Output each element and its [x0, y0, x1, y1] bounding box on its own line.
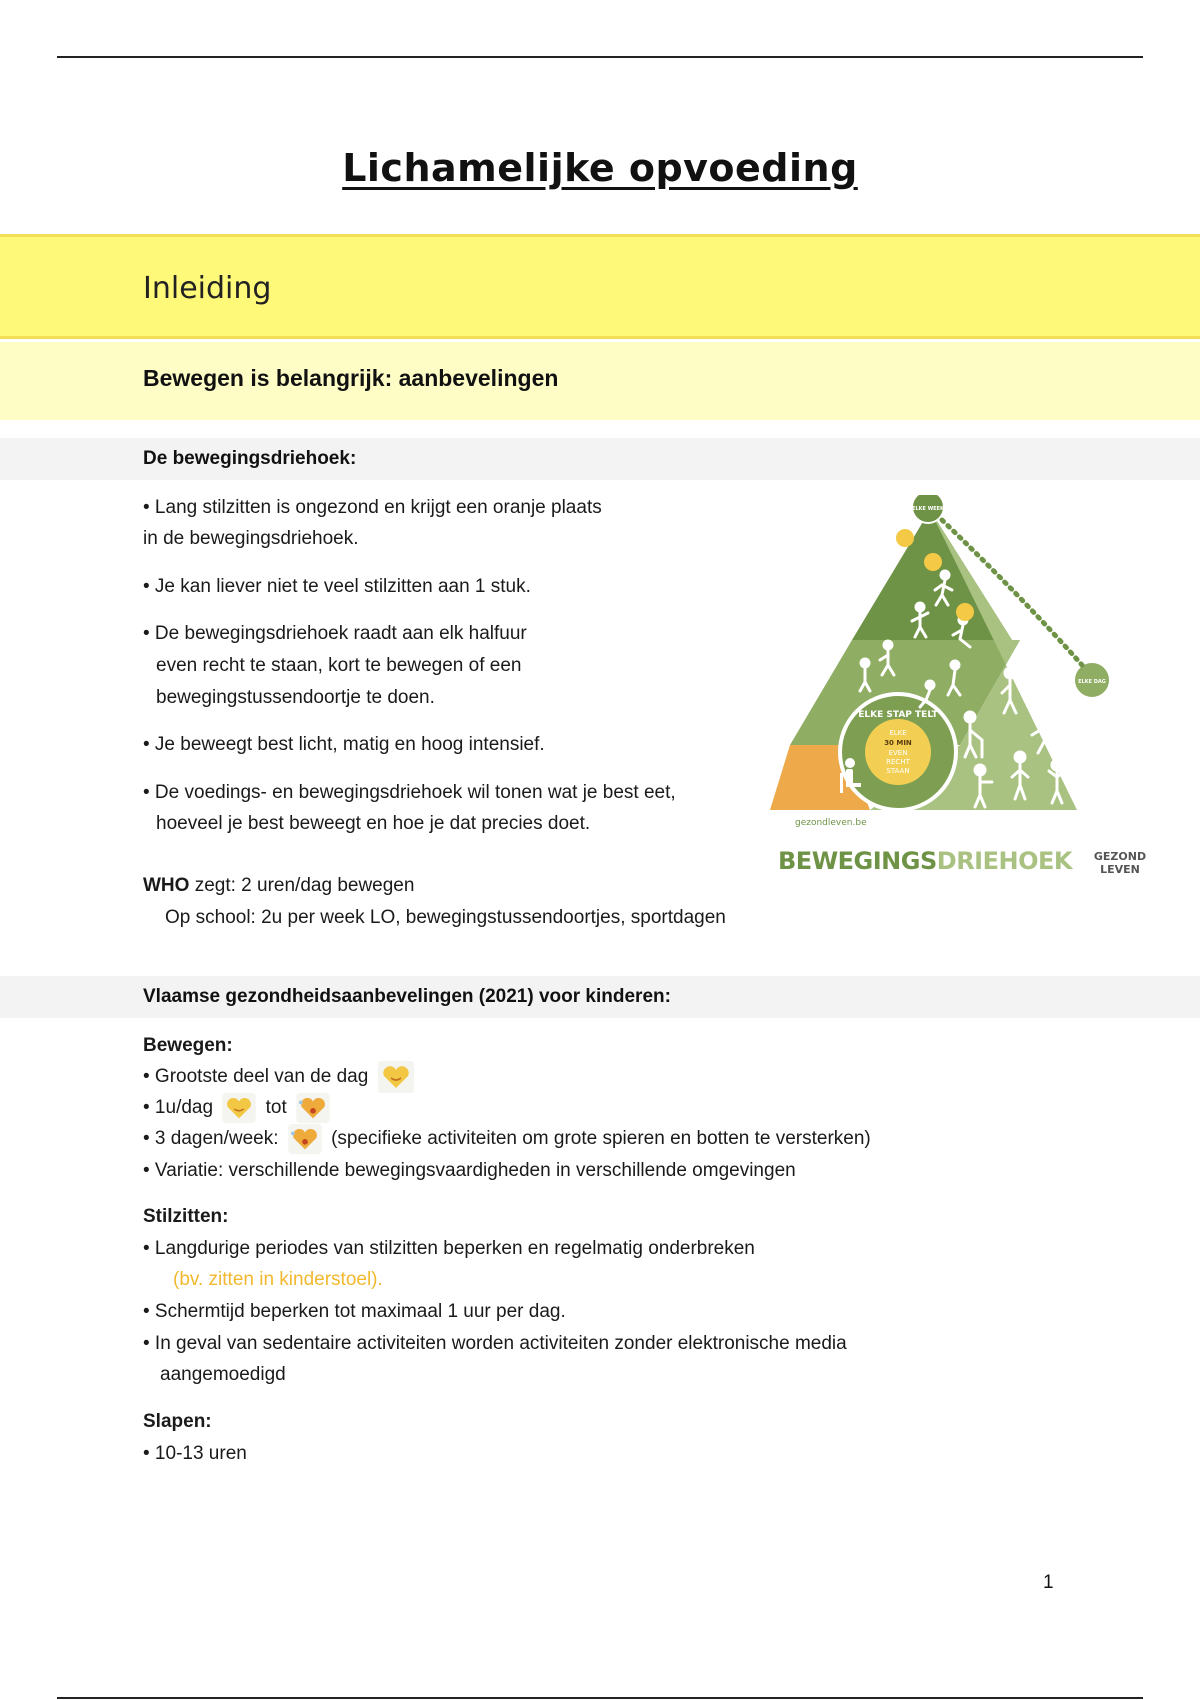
circle-center-2: 30 MIN	[884, 739, 912, 747]
bewegen-item-1	[143, 1061, 418, 1093]
bullet-5-line-2: hoeveel je best beweegt en hoe je dat precies doet.	[156, 813, 591, 834]
heading-band-3	[0, 438, 1200, 480]
bullet-2: • Je kan liever niet te veel stilzitten aan 1 stuk.	[143, 576, 531, 597]
day-badge-label: ELKE DAG	[1078, 679, 1106, 685]
logo-bottom: LEVEN	[1100, 863, 1140, 876]
heading-inleiding: Inleiding	[143, 271, 272, 306]
circle-center-5: STAAN	[886, 767, 910, 775]
heading-band-1	[0, 234, 1200, 339]
bullet-5-line-1: • De voedings- en bewegingsdriehoek wil tonen wat je best eet,	[143, 782, 676, 803]
bewegen-item-1-text: • Grootste deel van de dag	[143, 1066, 369, 1088]
who-label: WHO	[143, 875, 190, 896]
heading-vlaamse-aanbevelingen: Vlaamse gezondheidsaanbevelingen (2021) voor kinderen:	[143, 986, 671, 1007]
stilzitten-item-2: • Schermtijd beperken tot maximaal 1 uur per dag.	[143, 1301, 566, 1322]
bewegen-item-2-text: • 1u/dag	[143, 1097, 214, 1118]
page-number: 1	[1043, 1572, 1054, 1593]
logo-top: GEZOND	[1093, 850, 1147, 863]
who-text: zegt: 2 uren/dag bewegen	[189, 875, 415, 896]
bewegen-item-4: • Variatie: verschillende bewegingsvaardigheden in verschillende omgevingen	[143, 1160, 796, 1181]
bullet-3-line-3: bewegingstussendoortje te doen.	[156, 687, 435, 708]
bewegen-item-2-tot: tot	[265, 1097, 287, 1118]
bullet-1-line-1: • Lang stilzitten is ongezond en krijgt een oranje plaats	[143, 497, 602, 518]
bullet-4: • Je beweegt best licht, matig en hoog intensief.	[143, 734, 545, 755]
week-badge-label: ELKE WEEK	[912, 506, 944, 512]
circle-center-3: EVEN	[888, 749, 908, 757]
bewegen-item-3	[143, 1123, 871, 1154]
brand-left: BEWEGINGS	[778, 847, 937, 875]
heading-band-4	[0, 976, 1200, 1018]
circle-center-1: ELKE	[889, 729, 907, 737]
bewegingsdriehoek-illustration	[770, 495, 1160, 880]
circle-center-4: RECHT	[886, 758, 910, 766]
bullet-3-line-1: • De bewegingsdriehoek raadt aan elk halfuur	[143, 623, 527, 644]
site-label: gezondleven.be	[795, 818, 867, 828]
smiling-heart-emoji-icon	[222, 1093, 256, 1123]
bewegen-label: Bewegen:	[143, 1035, 233, 1056]
circle-arc-label: ELKE STAP TELT	[858, 710, 938, 720]
stilzitten-item-1: • Langdurige periodes van stilzitten beperken en regelmatig onderbreken	[143, 1238, 755, 1259]
who-line	[143, 870, 414, 901]
bottom-rule	[57, 1697, 1143, 1699]
heading-bewegingsdriehoek: De bewegingsdriehoek:	[143, 448, 357, 469]
bewegen-item-3-text: • 3 dagen/week:	[143, 1128, 279, 1149]
sweating-heart-emoji-icon	[296, 1093, 330, 1123]
stilzitten-label: Stilzitten:	[143, 1206, 229, 1227]
school-line: Op school: 2u per week LO, bewegingstussendoortjes, sportdagen	[165, 907, 726, 928]
bewegen-item-2	[143, 1092, 334, 1123]
page-title: Lichamelijke opvoeding	[342, 146, 858, 190]
slapen-item-1: • 10-13 uren	[143, 1443, 247, 1464]
stilzitten-example: (bv. zitten in kinderstoel).	[173, 1269, 383, 1290]
heading-bewegen: Bewegen is belangrijk: aanbevelingen	[143, 365, 559, 391]
bewegen-item-3-detail: (specifieke activiteiten om grote spieren en botten te versterken)	[331, 1128, 871, 1149]
stilzitten-item-3-line-2: aangemoedigd	[160, 1364, 286, 1385]
heading-band-2	[0, 342, 1200, 420]
brand-right: DRIEHOEK	[936, 847, 1072, 875]
top-rule	[57, 56, 1143, 58]
smiling-heart-emoji-icon	[378, 1061, 414, 1093]
bullet-1-line-2: in de bewegingsdriehoek.	[143, 528, 359, 549]
bullet-3-line-2: even recht te staan, kort te bewegen of een	[156, 655, 522, 676]
brand-title	[778, 847, 1074, 875]
stilzitten-item-3-line-1: • In geval van sedentaire activiteiten worden activiteiten zonder elektronische media	[143, 1333, 847, 1354]
sweating-heart-emoji-icon	[288, 1124, 322, 1154]
slapen-label: Slapen:	[143, 1411, 212, 1432]
